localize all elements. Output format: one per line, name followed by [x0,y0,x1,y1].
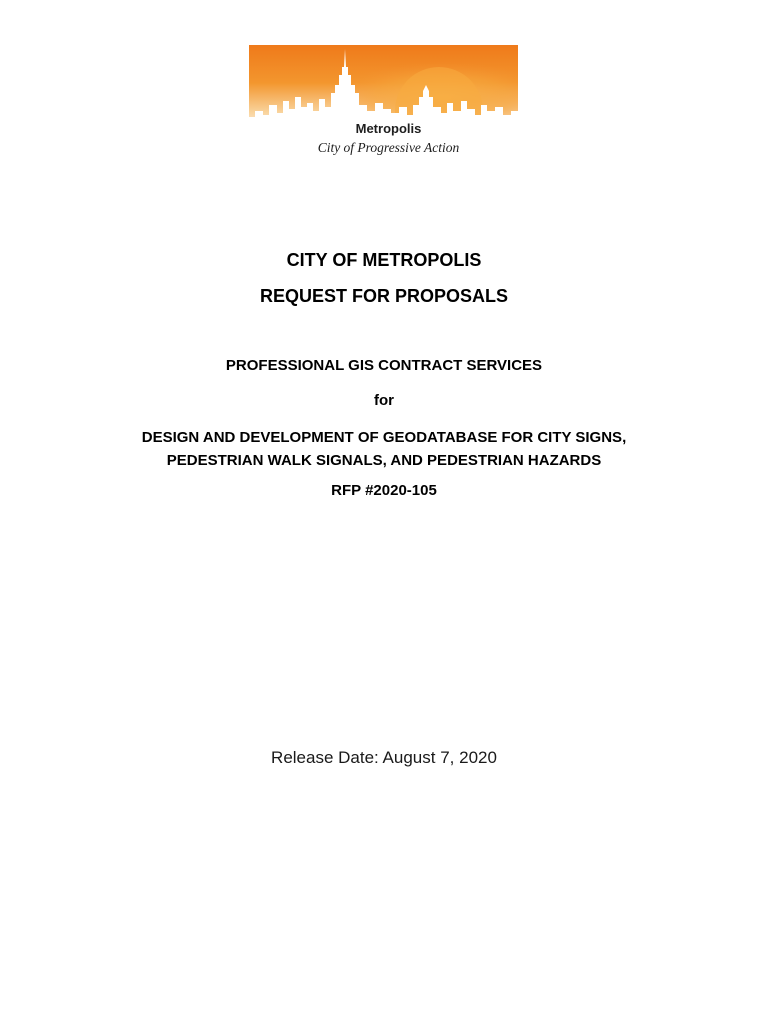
logo-tagline: City of Progressive Action [317,140,460,155]
services-heading: PROFESSIONAL GIS CONTRACT SERVICES [225,357,543,374]
rfp-number: RFP #2020-105 [331,482,437,499]
document-type-heading: REQUEST FOR PROPOSALS [259,286,509,306]
connector-text: for [374,392,394,409]
project-title [0,426,768,472]
organization-heading: CITY OF METROPOLIS [286,250,482,270]
city-logo [249,45,518,163]
project-title-line-1: DESIGN AND DEVELOPMENT OF GEODATABASE FOR CITY SIGNS, [141,429,627,446]
release-date: Release Date: August 7, 2020 [271,748,497,767]
project-title-line-2: PEDESTRIAN WALK SIGNALS, AND PEDESTRIAN HAZARDS [166,452,602,469]
logo-name: Metropolis [355,121,422,136]
